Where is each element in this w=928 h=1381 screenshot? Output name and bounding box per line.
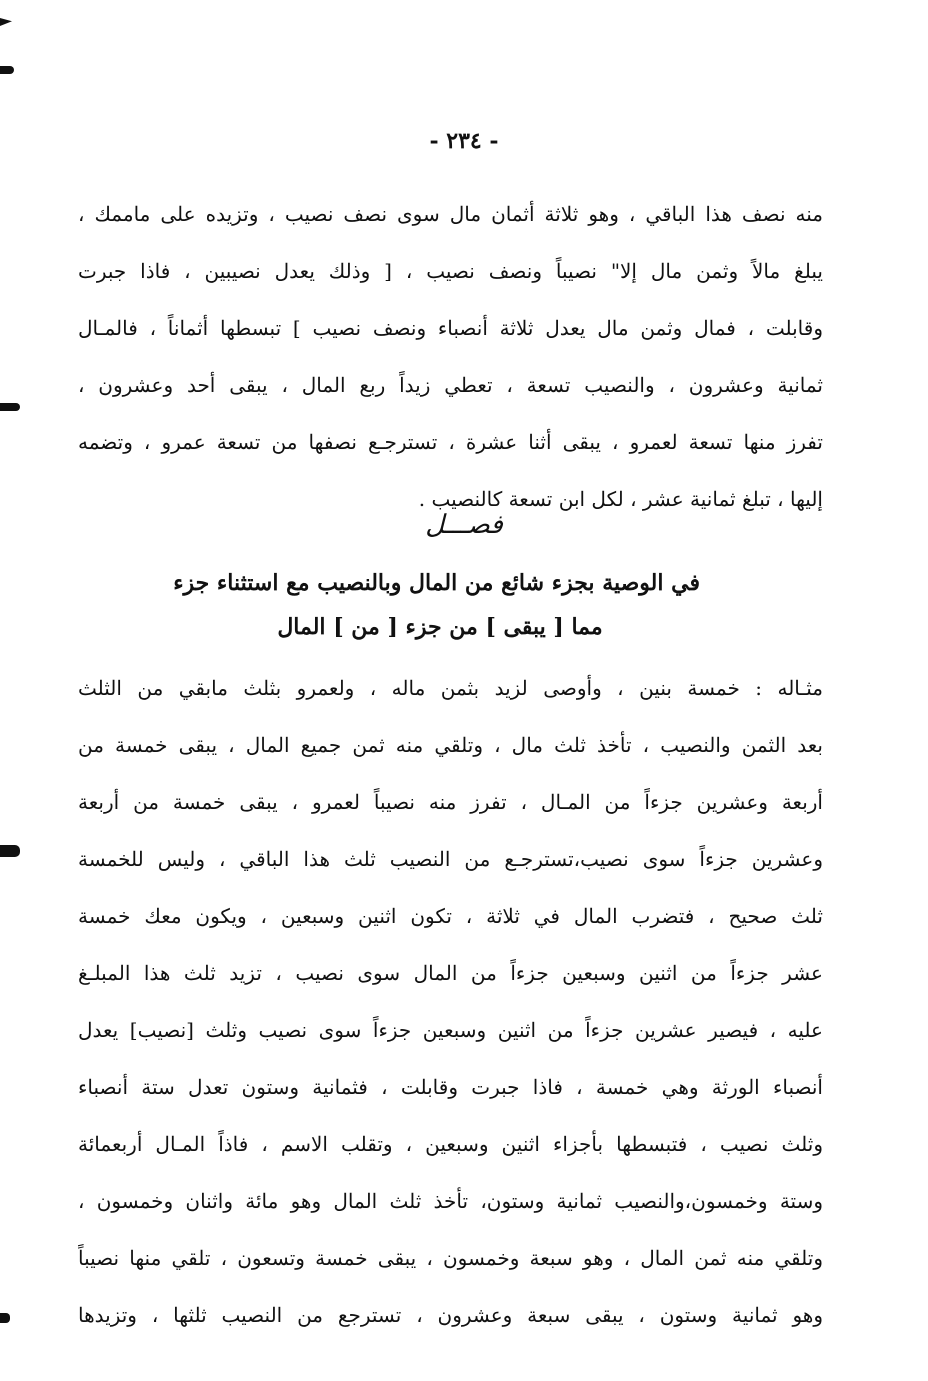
scan-edge-mark bbox=[0, 403, 20, 411]
section-heading-line-1: في الوصية بجزء شائع من المال وبالنصيب مع استثناء جزء bbox=[173, 570, 700, 596]
text-line: إليها ، تبلغ ثمانية عشر ، لكل ابن تسعة كالنصيب . bbox=[418, 487, 823, 511]
text-line: عشر جزءاً من اثنين وسبعين جزءاً من المال سوى نصيب ، تزيد ثلث هذا المبلـغ bbox=[78, 961, 823, 985]
paragraph-2 bbox=[78, 660, 823, 1344]
text-line: منه نصف هذا الباقي ، وهو ثلاثة أثمان مال سوى نصف نصيب ، وتزيده على ماممك ، bbox=[78, 202, 823, 226]
text-line: عليه ، فيصير عشرين جزءاً من اثنين وسبعين جزءاً سوى نصيب وثلث [نصيب] يعدل bbox=[78, 1018, 823, 1042]
text-line: أربعة وعشرين جزءاً من المـال ، تفرز منه نصيباً لعمرو ، يبقى خمسة من أربعة bbox=[78, 790, 823, 814]
text-line: وعشرين جزءاً سوى نصيب،تسترجـع من النصيب ثلث هذا الباقي ، وليس للخمسة bbox=[78, 847, 823, 871]
text-line: يبلغ مالاً وثمن مال إلا" نصيباً ونصف نصيب ، [ وذلك يعدل نصيبين ، فاذا جبرت bbox=[78, 259, 823, 283]
section-title: فصـــل bbox=[425, 510, 503, 540]
text-line: مثـاله : خمسة بنين ، وأوصى لزيد بثمن ماله ، ولعمرو بثلث مابقي من الثلث bbox=[78, 676, 823, 700]
scan-edge-mark bbox=[0, 1313, 10, 1323]
text-line: تفرز منها تسعة لعمرو ، يبقى أثنا عشرة ، تسترجـع نصفها من تسعة عمرو ، وتضمه bbox=[78, 430, 823, 454]
text-line: وقابلت ، فمال وثمن مال يعدل ثلاثة أنصباء ونصف نصيب ] تبسطها أثماناً ، فالمـال bbox=[78, 316, 823, 340]
page-number: - ٢٣٤ - bbox=[429, 128, 499, 154]
text-line: أنصباء الورثة وهي خمسة ، فاذا جبرت وقابلت ، فثمانية وستون تعدل ستة أنصباء bbox=[78, 1075, 823, 1099]
text-line: ثلث صحيح ، فتضرب المال في ثلاثة ، تكون اثنين وسبعين ، ويكون معك خمسة bbox=[78, 904, 823, 928]
scan-edge-mark bbox=[0, 66, 14, 74]
text-line: وثلث نصيب ، فتبسطها بأجزاء اثنين وسبعين ، وتقلب الاسم ، فاذاً المـال أربعمائة bbox=[78, 1132, 823, 1156]
text-line: وتلقي منه ثمن المال ، وهو سبعة وخمسون ، يبقى خمسة وتسعون ، تلقي منها نصيباً bbox=[78, 1246, 823, 1270]
scan-edge-mark bbox=[0, 18, 12, 26]
text-line: بعد الثمن والنصيب ، تأخذ ثلث مال ، وتلقي منه ثمن جميع المال ، يبقى خمسة من bbox=[78, 733, 823, 757]
text-line: وستة وخمسون،والنصيب ثمانية وستون، تأخذ ثلث المال وهو مائة واثنان وخمسون ، bbox=[78, 1189, 823, 1213]
paragraph-1 bbox=[78, 186, 823, 528]
section-heading-line-2: مما [ يبقى ] من جزء [ من ] المال bbox=[277, 614, 603, 640]
text-line: ثمانية وعشرون ، والنصيب تسعة ، تعطي زيداً ربع المال ، يبقى أحد وعشرون ، bbox=[78, 373, 823, 397]
scan-edge-mark bbox=[0, 845, 20, 857]
text-line: وهو ثمانية وستون ، يبقى سبعة وعشرون ، تسترجع من النصيب ثلثها ، وتزيدها bbox=[78, 1303, 823, 1327]
